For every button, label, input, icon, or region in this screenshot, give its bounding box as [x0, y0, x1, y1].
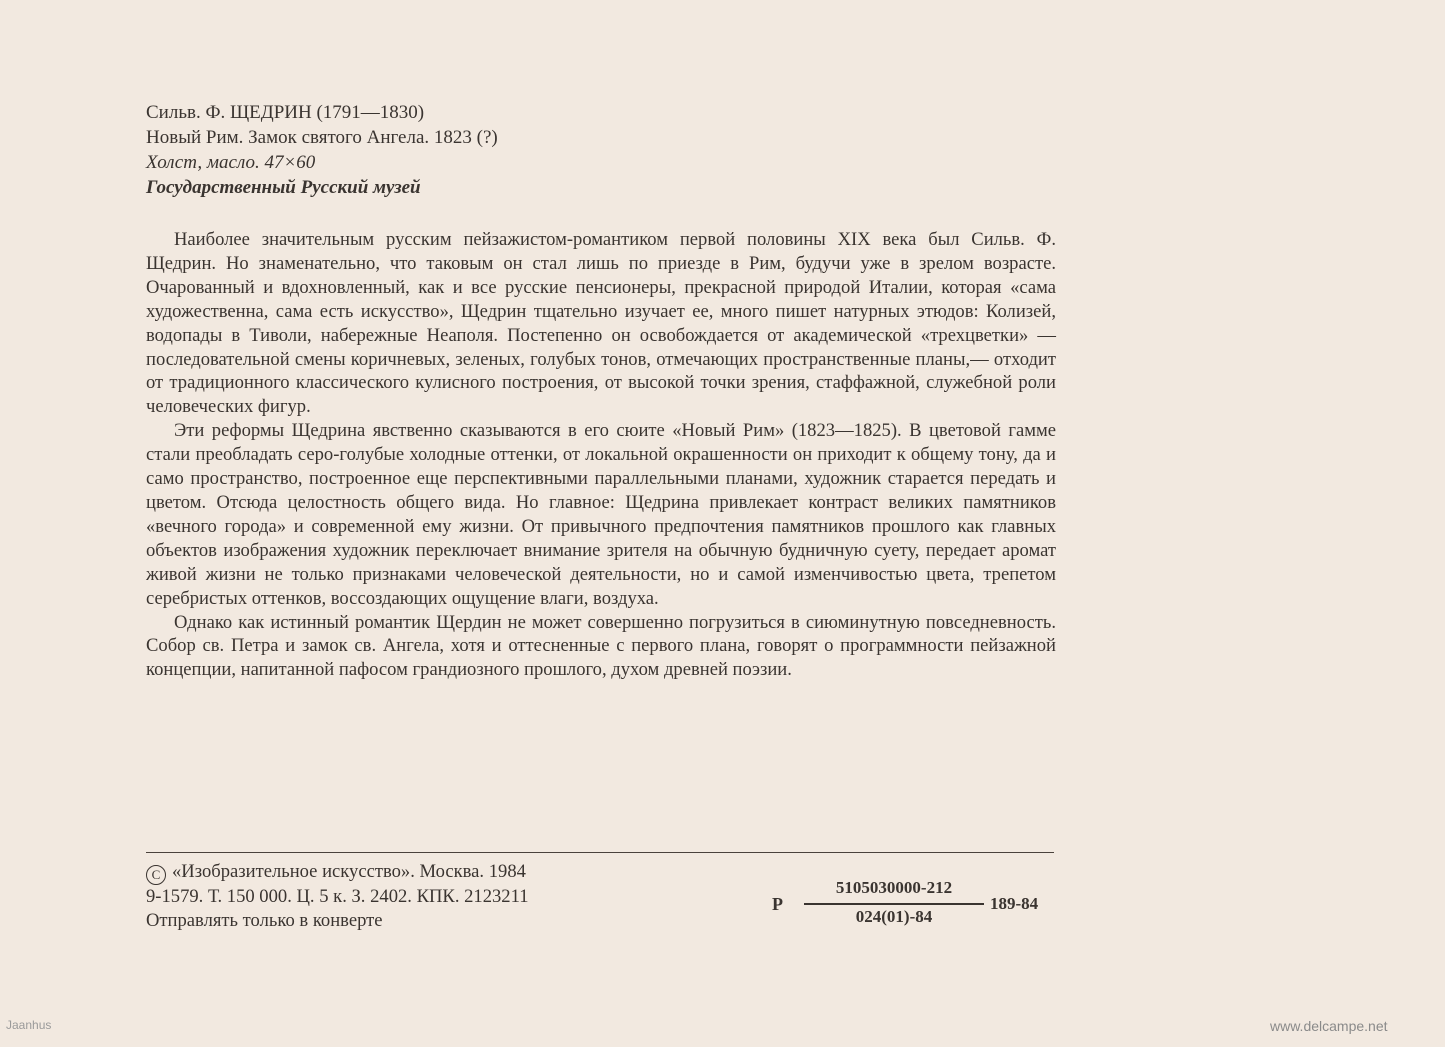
artist-line: Сильв. Ф. ЩЕДРИН (1791—1830): [146, 102, 425, 123]
paragraph: Наиболее значительным русским пейзажистом-романтиком первой половины XIX века был Сильв. Ф. Щедрин. Но знаменательно, что таковым он стал лишь по приезде в Рим, будучи уже в зрелом возрасте. Очарованный и вдохновленный, как и все русские пенсионеры, прекрасной природой Италии, которая «сама художественна, сама есть искусство», Щедрин тщательно изучает ее, много пишет натурных этюдов: Колизей, водопады в Тиволи, набережные Неаполя. Постепенно он освобождается от академической «трехцветки» — последовательной смены коричневых, зеленых, голубых тонов, отмечающих пространственные планы,— отходит от традиционного классического кулисного построения, от высокой точки зрения, стаффажной, служебной роли человеческих фигур.: [146, 229, 1056, 418]
description-text: [146, 228, 1056, 682]
index-code: 189-84: [990, 894, 1039, 913]
paragraph: Однако как истинный романтик Щердин не может совершенно погрузиться в сиюминутную повседневность. Собор св. Петра и замок св. Ангела, хотя и оттесненные с первого плана, говорят о программности пейзажной концепции, напитанной пафосом грандиозного прошлого, духом древней поэзии.: [146, 611, 1056, 681]
watermark-right: www.delcampe.net: [1270, 1018, 1388, 1034]
publisher-line: [146, 860, 706, 885]
copyright-icon: C: [146, 865, 166, 885]
divider-line: [146, 852, 1054, 853]
index-letter: Р: [772, 894, 783, 914]
caption-header: [146, 100, 1046, 200]
paragraph: Эти реформы Щедрина явственно сказываются в его сюите «Новый Рим» (1823—1825). В цветовой гамме стали преобладать серо-голубые холодные оттенки, от локальной окрашенности он приходит к общему тону, да и само пространство, построенное еще перспективными параллельными планами, художник старается передать и цветом. Отсюда целостность общего вида. Но главное: Щедрина привлекает контраст великих памятников «вечного города» и современной ему жизни. От привычного предпочтения памятников прошлого как главных объектов изображения художник переключает внимание зрителя на обычную будничную суету, передает аромат живой жизни не только признаками человеческой деятельности, но и самой изменчивостью цвета, трепетом серебристых оттенков, воссоздающих ощущение влаги, воздуха.: [146, 420, 1056, 609]
watermark-left: Jaanhus: [6, 1018, 52, 1032]
publisher-text: «Изобразительное искусство». Москва. 1984: [172, 861, 526, 882]
medium-line: Холст, масло. 47×60: [146, 152, 316, 173]
publication-index: [772, 876, 1062, 936]
imprint: [146, 860, 706, 933]
print-info-line: 9-1579. Т. 150 000. Ц. 5 к. З. 2402. КПК. 2123211: [146, 886, 529, 907]
museum-line: Государственный Русский музей: [146, 177, 421, 198]
index-numerator: 5105030000-212: [835, 878, 953, 897]
mailing-note: Отправлять только в конверте: [146, 910, 383, 931]
fraction-bar: [804, 903, 984, 905]
index-denominator: 024(01)-84: [855, 907, 933, 926]
title-line: Новый Рим. Замок святого Ангела. 1823 (?): [146, 127, 498, 148]
